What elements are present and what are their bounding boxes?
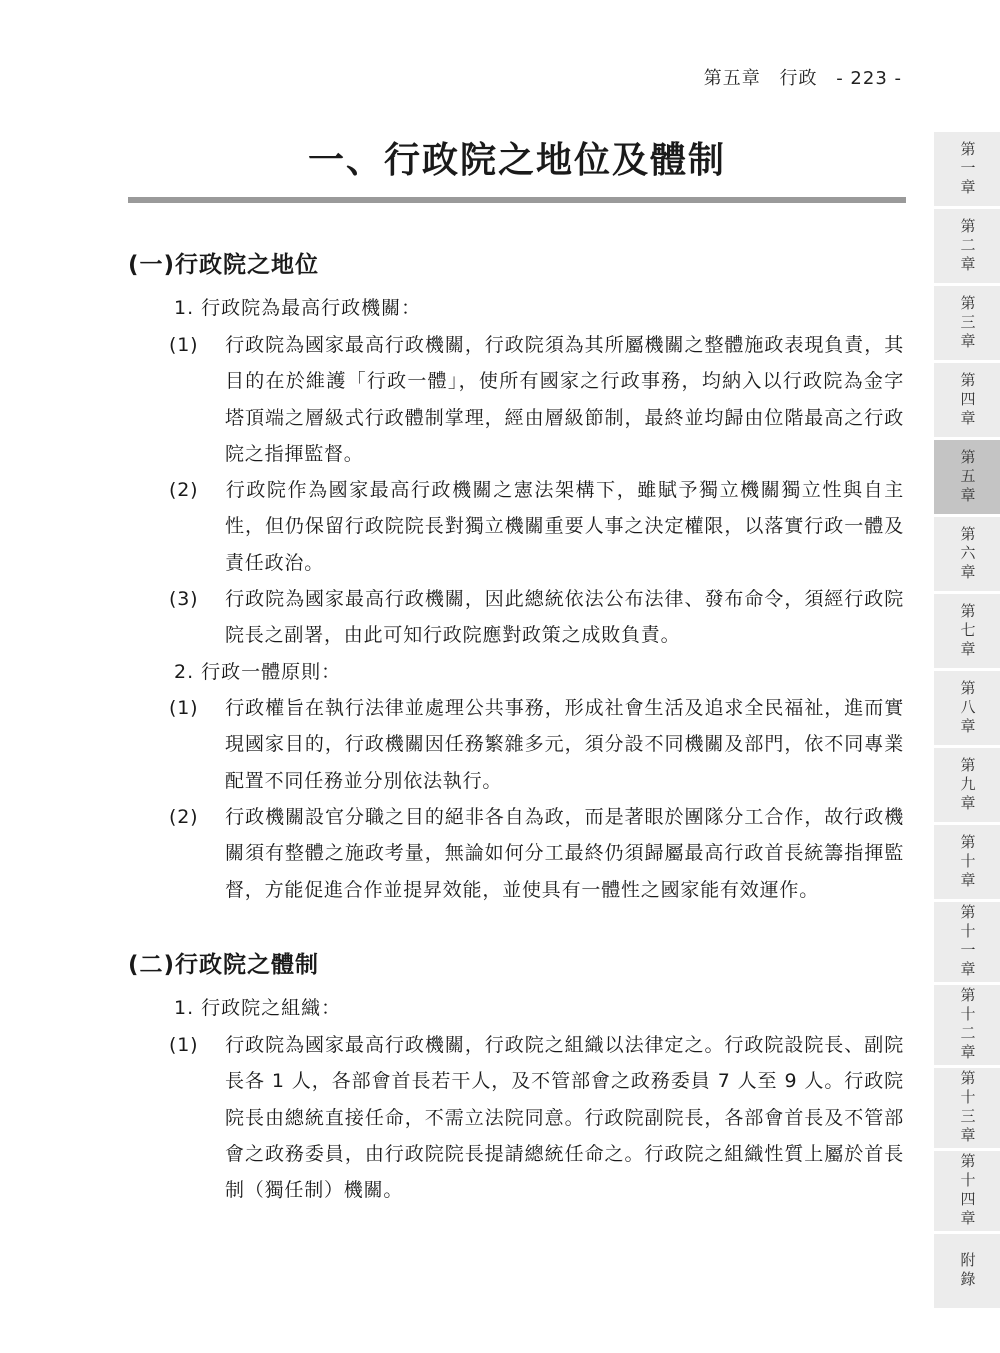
chapter-tab-label: 第十章 (958, 833, 977, 891)
chapter-tab-label: 第七章 (958, 602, 977, 660)
sub-number: (1) (169, 697, 199, 719)
chapter-tab[interactable] (934, 823, 1000, 899)
sub-text: 行政院為國家最高行政機關，行政院之組織以法律定之。行政院設院長、副院長各 1 人，各部會首長若干人，及不管部會之政務委員 7 人至 9 人。行政院院長由總統直接任命，不需立法院同意。行政院副院長，各部會首長及不管部會之政務委員，由行政院院長提請總統任命之。行政院之組織性質上屬於首長制（獨任制）機關。 (225, 1034, 904, 1202)
chapter-tab-label: 第八章 (958, 679, 977, 737)
sub-paragraph (169, 690, 904, 799)
chapter-tab-label: 第三章 (958, 294, 977, 352)
chapter-tab[interactable] (934, 1066, 1000, 1148)
sub-paragraph (169, 327, 904, 472)
sub-paragraph (169, 581, 904, 654)
chapter-tab[interactable] (934, 130, 1000, 206)
running-header (704, 64, 902, 90)
header-chapter: 第五章 (703, 68, 761, 89)
chapter-tab[interactable] (934, 592, 1000, 668)
chapter-tab-label: 第六章 (958, 525, 977, 583)
chapter-tab-label: 第十四章 (958, 1153, 977, 1229)
page-title: 一、行政院之地位及體制 (307, 140, 726, 181)
sub-paragraph (169, 799, 904, 908)
chapter-tab-label: 第九章 (958, 756, 977, 814)
chapter-tab[interactable] (934, 515, 1000, 591)
chapter-tab[interactable] (934, 1232, 1000, 1308)
item-label: 1. 行政院為最高行政機關： (174, 297, 422, 319)
chapter-tab-active[interactable] (934, 438, 1000, 514)
sub-paragraph (169, 472, 904, 581)
sub-number: (3) (169, 588, 199, 610)
chapter-tab-label: 附錄 (958, 1252, 977, 1290)
sub-text: 行政院為國家最高行政機關，行政院須為其所屬機關之整體施政表現負責，其目的在於維護「行政一體」，使所有國家之行政事務，均納入以行政院為金字塔頂端之層級式行政體制掌理，經由層級節制，最終並均歸由位階最高之行政院之指揮監督。 (225, 334, 904, 465)
sub-number: (1) (169, 1034, 199, 1056)
section-heading-status: (一)行政院之地位 (128, 252, 320, 278)
chapter-tab[interactable] (934, 284, 1000, 360)
sub-paragraph (169, 1027, 904, 1208)
chapter-tab-label: 第十三章 (958, 1070, 977, 1146)
section-heading-system: (二)行政院之體制 (128, 952, 320, 978)
chapter-tab-label: 第四章 (958, 371, 977, 429)
sub-text: 行政權旨在執行法律並處理公共事務，形成社會生活及追求全民福祉，進而實現國家目的，行政機關因任務繁雜多元，須分設不同機關及部門，依不同專業配置不同任務並分別依法執行。 (225, 697, 904, 792)
chapter-tab-label: 第五章 (958, 448, 977, 506)
item-label: 1. 行政院之組織： (174, 997, 342, 1019)
sub-text: 行政院為國家最高行政機關，因此總統依法公布法律、發布命令，須經行政院院長之副署，由此可知行政院應對政策之成敗負責。 (225, 588, 904, 647)
sub-number: (1) (169, 334, 199, 356)
chapter-tab[interactable] (934, 207, 1000, 283)
item-label: 2. 行政一體原則： (174, 661, 342, 683)
title-divider (128, 197, 906, 203)
sub-number: (2) (169, 806, 199, 828)
chapter-tab[interactable] (934, 669, 1000, 745)
chapter-tab-label: 第二章 (958, 217, 977, 275)
chapter-tab-label: 第十二章 (958, 987, 977, 1063)
sub-text: 行政機關設官分職之目的絕非各自為政，而是著眼於團隊分工合作，故行政機關須有整體之施政考量，無論如何分工最終仍須歸屬最高行政首長統籌指揮監督，方能促進合作並提昇效能，並使具有一體性之國家能有效運作。 (225, 806, 904, 901)
chapter-tab-label: 第一章 (958, 140, 977, 198)
chapter-tab[interactable] (934, 983, 1000, 1065)
sub-text: 行政院作為國家最高行政機關之憲法架構下，雖賦予獨立機關獨立性與自主性，但仍保留行政院院長對獨立機關重要人事之決定權限，以落實行政一體及責任政治。 (225, 479, 904, 574)
chapter-tab[interactable] (934, 1149, 1000, 1231)
sub-number: (2) (169, 479, 199, 501)
chapter-tab[interactable] (934, 900, 1000, 982)
chapter-tab[interactable] (934, 746, 1000, 822)
header-subject: 行政 (779, 68, 818, 89)
chapter-tab-label: 第十一章 (958, 904, 977, 980)
chapter-tab[interactable] (934, 361, 1000, 437)
header-page-number: - 223 - (836, 68, 902, 89)
